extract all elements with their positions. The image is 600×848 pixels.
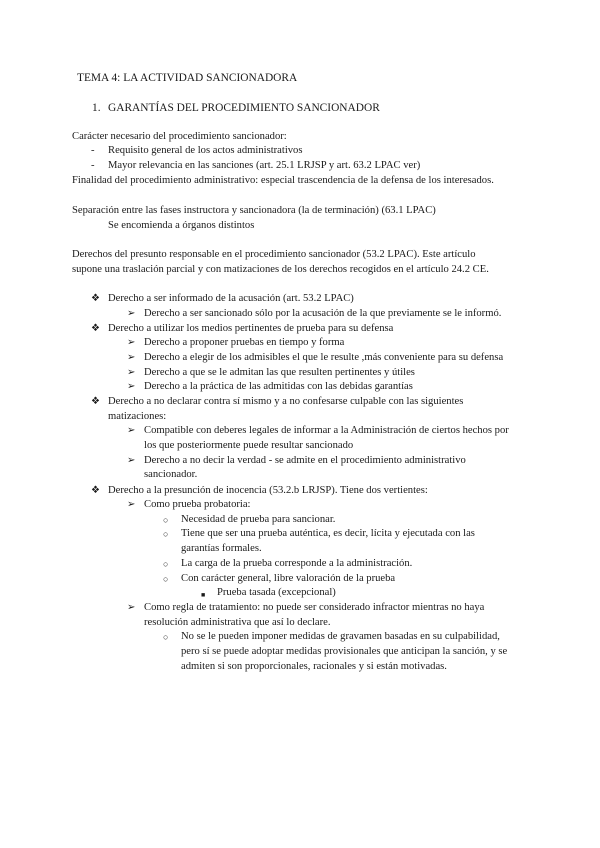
circle-bullet-icon: ○ bbox=[163, 515, 169, 525]
derechos-intro-line-1: Derechos del presunto responsable en el procedimiento sancionador (53.2 LPAC). Este artículo bbox=[72, 249, 476, 260]
section-title: GARANTÍAS DEL PROCEDIMIENTO SANCIONADOR bbox=[108, 102, 380, 114]
prueba-item-4-sub: Prueba tasada (excepcional) bbox=[217, 587, 336, 598]
tratamiento-item-line-2: pero sí se puede adoptar medidas provisionales que anticipan la sanción, y se bbox=[181, 646, 508, 657]
prueba-item-2-line-2: garantías formales. bbox=[181, 543, 262, 554]
arrow-bullet-icon: ➢ bbox=[127, 337, 136, 348]
diamond-bullet-icon: ❖ bbox=[91, 485, 100, 496]
derecho-4-sub-a: Como prueba probatoria: bbox=[144, 499, 251, 510]
circle-bullet-icon: ○ bbox=[163, 559, 169, 569]
derecho-4-sub-b-line-2: resolución administrativa que así lo declare. bbox=[144, 617, 331, 628]
tratamiento-item-line-1: No se le pueden imponer medidas de gravamen basadas en su culpabilidad, bbox=[181, 631, 500, 642]
derecho-2-item-3: Derecho a que se le admitan las que resulten pertinentes y útiles bbox=[144, 367, 415, 378]
derecho-2: Derecho a utilizar los medios pertinentes de prueba para su defensa bbox=[108, 323, 394, 334]
derecho-1-sub: Derecho a ser sancionado sólo por la acusación de la que previamente se le informó. bbox=[144, 308, 502, 319]
derecho-4-sub-b-line-1: Como regla de tratamiento: no puede ser considerado infractor mientras no haya bbox=[144, 602, 485, 613]
derecho-2-item-2: Derecho a elegir de los admisibles el que le resulte ,más conveniente para su defensa bbox=[144, 352, 504, 363]
diamond-bullet-icon: ❖ bbox=[91, 323, 100, 334]
derecho-3-sub-a-line-2: los que posteriormente puede resultar sancionado bbox=[144, 440, 354, 451]
separacion-sub: Se encomienda a órganos distintos bbox=[108, 220, 255, 231]
arrow-bullet-icon: ➢ bbox=[127, 308, 136, 319]
derecho-1: Derecho a ser informado de la acusación (art. 53.2 LPAC) bbox=[108, 293, 354, 304]
arrow-bullet-icon: ➢ bbox=[127, 367, 136, 378]
diamond-bullet-icon: ❖ bbox=[91, 293, 100, 304]
derecho-3-sub-b-line-1: Derecho a no decir la verdad - se admite en el procedimiento administrativo bbox=[144, 455, 466, 466]
caracter-intro: Carácter necesario del procedimiento sancionador: bbox=[72, 131, 287, 142]
circle-bullet-icon: ○ bbox=[163, 632, 169, 642]
circle-bullet-icon: ○ bbox=[163, 574, 169, 584]
derecho-3-sub-a-line-1: Compatible con deberes legales de informar a la Administración de ciertos hechos por bbox=[144, 425, 509, 436]
arrow-bullet-icon: ➢ bbox=[127, 455, 136, 466]
caracter-item-2: Mayor relevancia en las sanciones (art. 25.1 LRJSP y art. 63.2 LPAC ver) bbox=[108, 160, 421, 171]
separacion-text: Separación entre las fases instructora y sancionadora (la de terminación) (63.1 LPAC) bbox=[72, 205, 436, 216]
document-title: TEMA 4: LA ACTIVIDAD SANCIONADORA bbox=[77, 72, 298, 84]
dash-icon: - bbox=[91, 160, 95, 171]
derecho-3-sub-b-line-2: sancionador. bbox=[144, 469, 198, 480]
caracter-item-1: Requisito general de los actos administrativos bbox=[108, 145, 303, 156]
arrow-bullet-icon: ➢ bbox=[127, 499, 136, 510]
prueba-item-2-line-1: Tiene que ser una prueba auténtica, es decir, lícita y ejecutada con las bbox=[181, 528, 475, 539]
prueba-item-4: Con carácter general, libre valoración de la prueba bbox=[181, 573, 396, 584]
prueba-item-3: La carga de la prueba corresponde a la administración. bbox=[181, 558, 413, 569]
tratamiento-item-line-3: admiten si son proporcionales, racionales y si están motivadas. bbox=[181, 661, 447, 672]
diamond-bullet-icon: ❖ bbox=[91, 396, 100, 407]
derechos-intro-line-2: supone una traslación parcial y con matizaciones de los derechos recogidos en el artículo 24.2 CE. bbox=[72, 264, 489, 275]
finalidad-text: Finalidad del procedimiento administrativo: especial trascendencia de la defensa de los interesados. bbox=[72, 175, 494, 186]
prueba-item-1: Necesidad de prueba para sancionar. bbox=[181, 514, 336, 525]
derecho-2-item-1: Derecho a proponer pruebas en tiempo y forma bbox=[144, 337, 345, 348]
derecho-3-line-1: Derecho a no declarar contra sí mismo y a no confesarse culpable con las siguientes bbox=[108, 396, 464, 407]
arrow-bullet-icon: ➢ bbox=[127, 602, 136, 613]
arrow-bullet-icon: ➢ bbox=[127, 425, 136, 436]
derecho-4: Derecho a la presunción de inocencia (53.2.b LRJSP). Tiene dos vertientes: bbox=[108, 485, 428, 496]
arrow-bullet-icon: ➢ bbox=[127, 381, 136, 392]
derecho-3-line-2: matizaciones: bbox=[108, 411, 167, 422]
derecho-2-item-4: Derecho a la práctica de las admitidas con las debidas garantías bbox=[144, 381, 413, 392]
section-number: 1. bbox=[92, 102, 101, 114]
dash-icon: - bbox=[91, 145, 95, 156]
circle-bullet-icon: ○ bbox=[163, 529, 169, 539]
arrow-bullet-icon: ➢ bbox=[127, 352, 136, 363]
square-bullet-icon: ■ bbox=[201, 591, 206, 599]
